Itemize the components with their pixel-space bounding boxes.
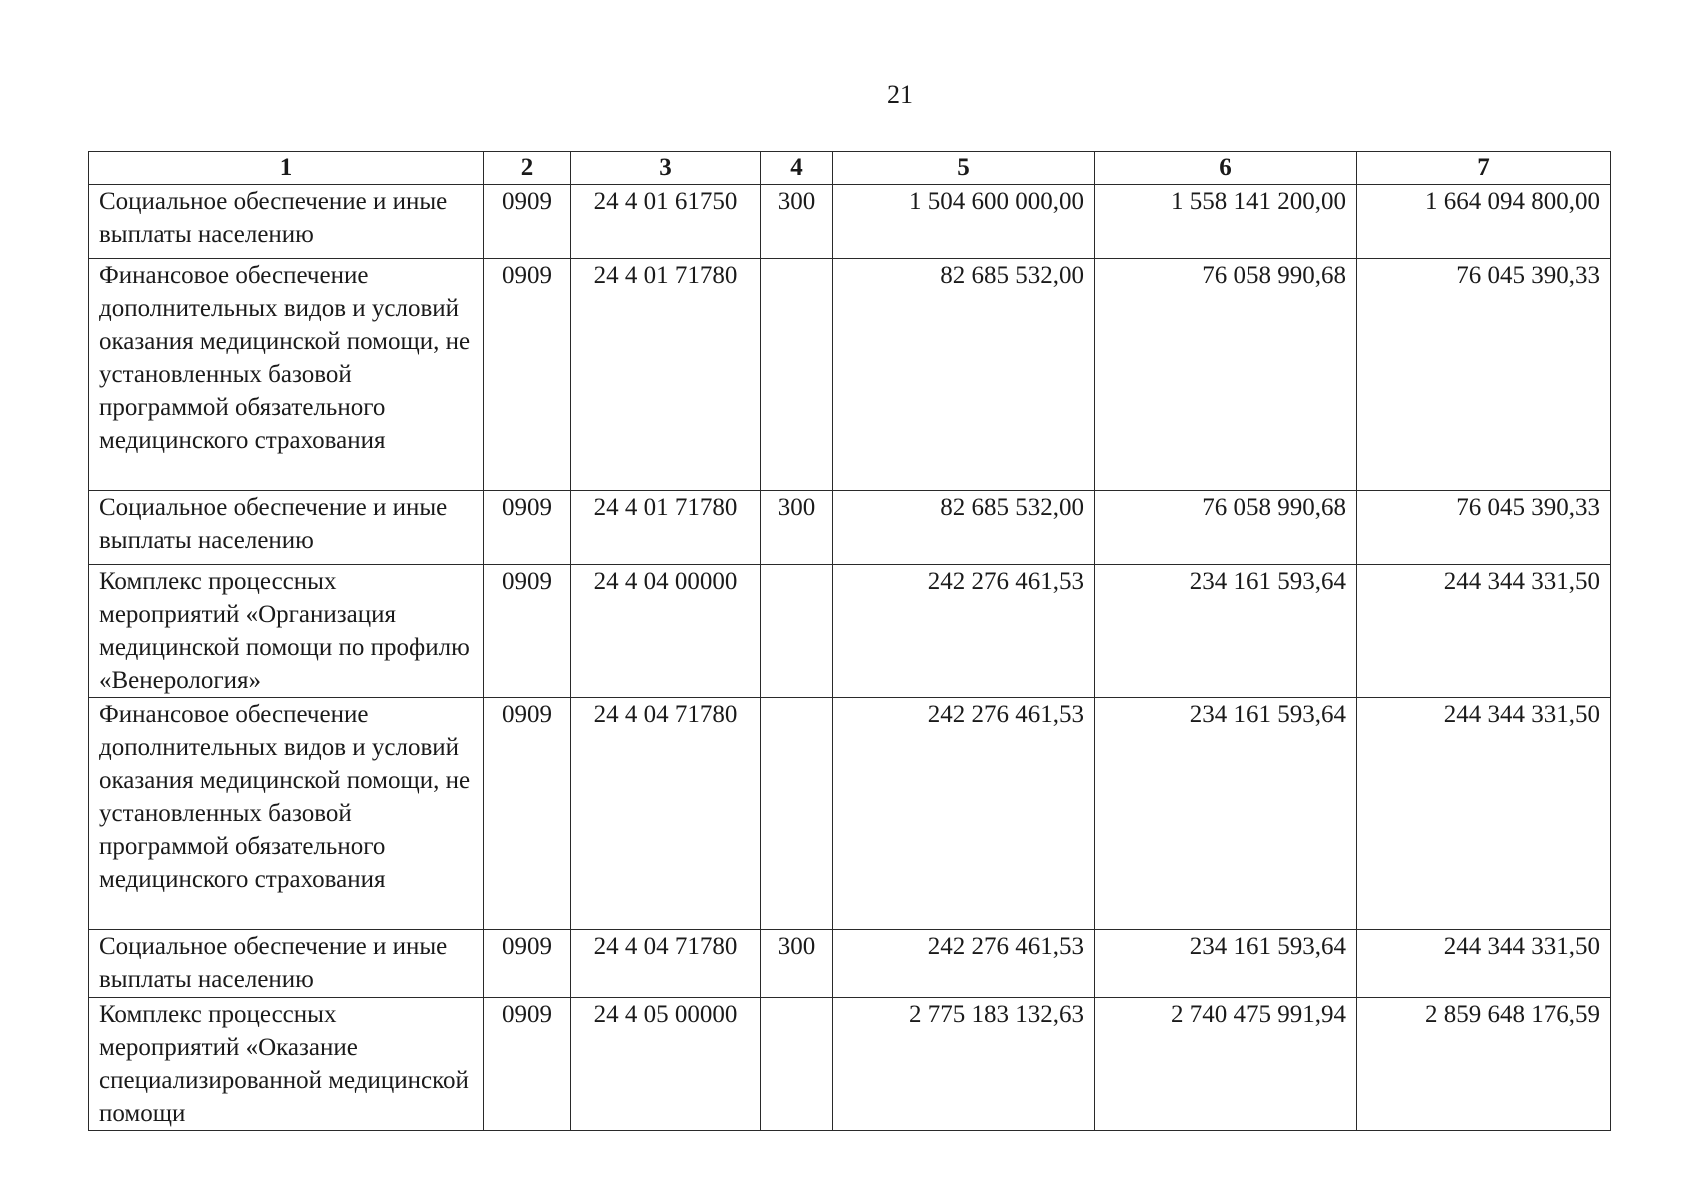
budget-table: [88, 151, 1611, 1131]
col-header-3: 3: [571, 152, 761, 185]
row-year3: 1 664 094 800,00: [1357, 185, 1611, 259]
col-header-5: 5: [833, 152, 1095, 185]
row-name: Комплекс процессных мероприятий «Оказание специализированной медицинской помощи: [89, 998, 484, 1131]
row-target: 24 4 04 71780: [571, 930, 761, 998]
table-row: [89, 930, 1611, 998]
col-header-4: 4: [761, 152, 833, 185]
row-target: 24 4 04 71780: [571, 698, 761, 930]
row-year1: 242 276 461,53: [833, 698, 1095, 930]
row-year3: 2 859 648 176,59: [1357, 998, 1611, 1131]
row-year2: 234 161 593,64: [1095, 565, 1357, 698]
col-header-7: 7: [1357, 152, 1611, 185]
row-year1: 242 276 461,53: [833, 930, 1095, 998]
row-section: 0909: [484, 930, 571, 998]
row-year1: 82 685 532,00: [833, 491, 1095, 565]
row-type: 300: [761, 185, 833, 259]
row-year2: 2 740 475 991,94: [1095, 998, 1357, 1131]
table-row: [89, 698, 1611, 930]
row-target: 24 4 04 00000: [571, 565, 761, 698]
row-section: 0909: [484, 565, 571, 698]
row-year2: 76 058 990,68: [1095, 259, 1357, 491]
row-section: 0909: [484, 998, 571, 1131]
table-row: [89, 998, 1611, 1131]
row-year1: 1 504 600 000,00: [833, 185, 1095, 259]
row-name: Финансовое обеспечение дополнительных видов и условий оказания медицинской помощи, не установленных базовой программой обязательного медицинского страхования: [89, 698, 484, 930]
row-name: Социальное обеспечение и иные выплаты населению: [89, 930, 484, 998]
row-section: 0909: [484, 185, 571, 259]
table-row: [89, 491, 1611, 565]
row-name: Финансовое обеспечение дополнительных видов и условий оказания медицинской помощи, не установленных базовой программой обязательного медицинского страхования: [89, 259, 484, 491]
row-target: 24 4 01 71780: [571, 259, 761, 491]
row-year3: 76 045 390,33: [1357, 491, 1611, 565]
row-target: 24 4 01 71780: [571, 491, 761, 565]
row-section: 0909: [484, 491, 571, 565]
table-row: [89, 565, 1611, 698]
row-target: 24 4 05 00000: [571, 998, 761, 1131]
row-name: Социальное обеспечение и иные выплаты населению: [89, 185, 484, 259]
row-year2: 76 058 990,68: [1095, 491, 1357, 565]
col-header-6: 6: [1095, 152, 1357, 185]
row-year3: 244 344 331,50: [1357, 698, 1611, 930]
row-type: [761, 998, 833, 1131]
row-year3: 244 344 331,50: [1357, 930, 1611, 998]
row-year2: 1 558 141 200,00: [1095, 185, 1357, 259]
col-header-2: 2: [484, 152, 571, 185]
row-type: [761, 565, 833, 698]
row-year3: 76 045 390,33: [1357, 259, 1611, 491]
row-year2: 234 161 593,64: [1095, 930, 1357, 998]
row-type: [761, 259, 833, 491]
row-type: 300: [761, 491, 833, 565]
row-section: 0909: [484, 259, 571, 491]
row-year1: 82 685 532,00: [833, 259, 1095, 491]
row-target: 24 4 01 61750: [571, 185, 761, 259]
row-type: [761, 698, 833, 930]
table-row: [89, 259, 1611, 491]
row-type: 300: [761, 930, 833, 998]
row-name: Комплекс процессных мероприятий «Организация медицинской помощи по профилю «Венерология»: [89, 565, 484, 698]
table-row: [89, 185, 1611, 259]
header-row: [89, 152, 1611, 185]
row-year1: 2 775 183 132,63: [833, 998, 1095, 1131]
row-year3: 244 344 331,50: [1357, 565, 1611, 698]
page-number: 21: [887, 80, 913, 109]
row-name: Социальное обеспечение и иные выплаты населению: [89, 491, 484, 565]
col-header-1: 1: [89, 152, 484, 185]
row-year2: 234 161 593,64: [1095, 698, 1357, 930]
row-year1: 242 276 461,53: [833, 565, 1095, 698]
row-section: 0909: [484, 698, 571, 930]
